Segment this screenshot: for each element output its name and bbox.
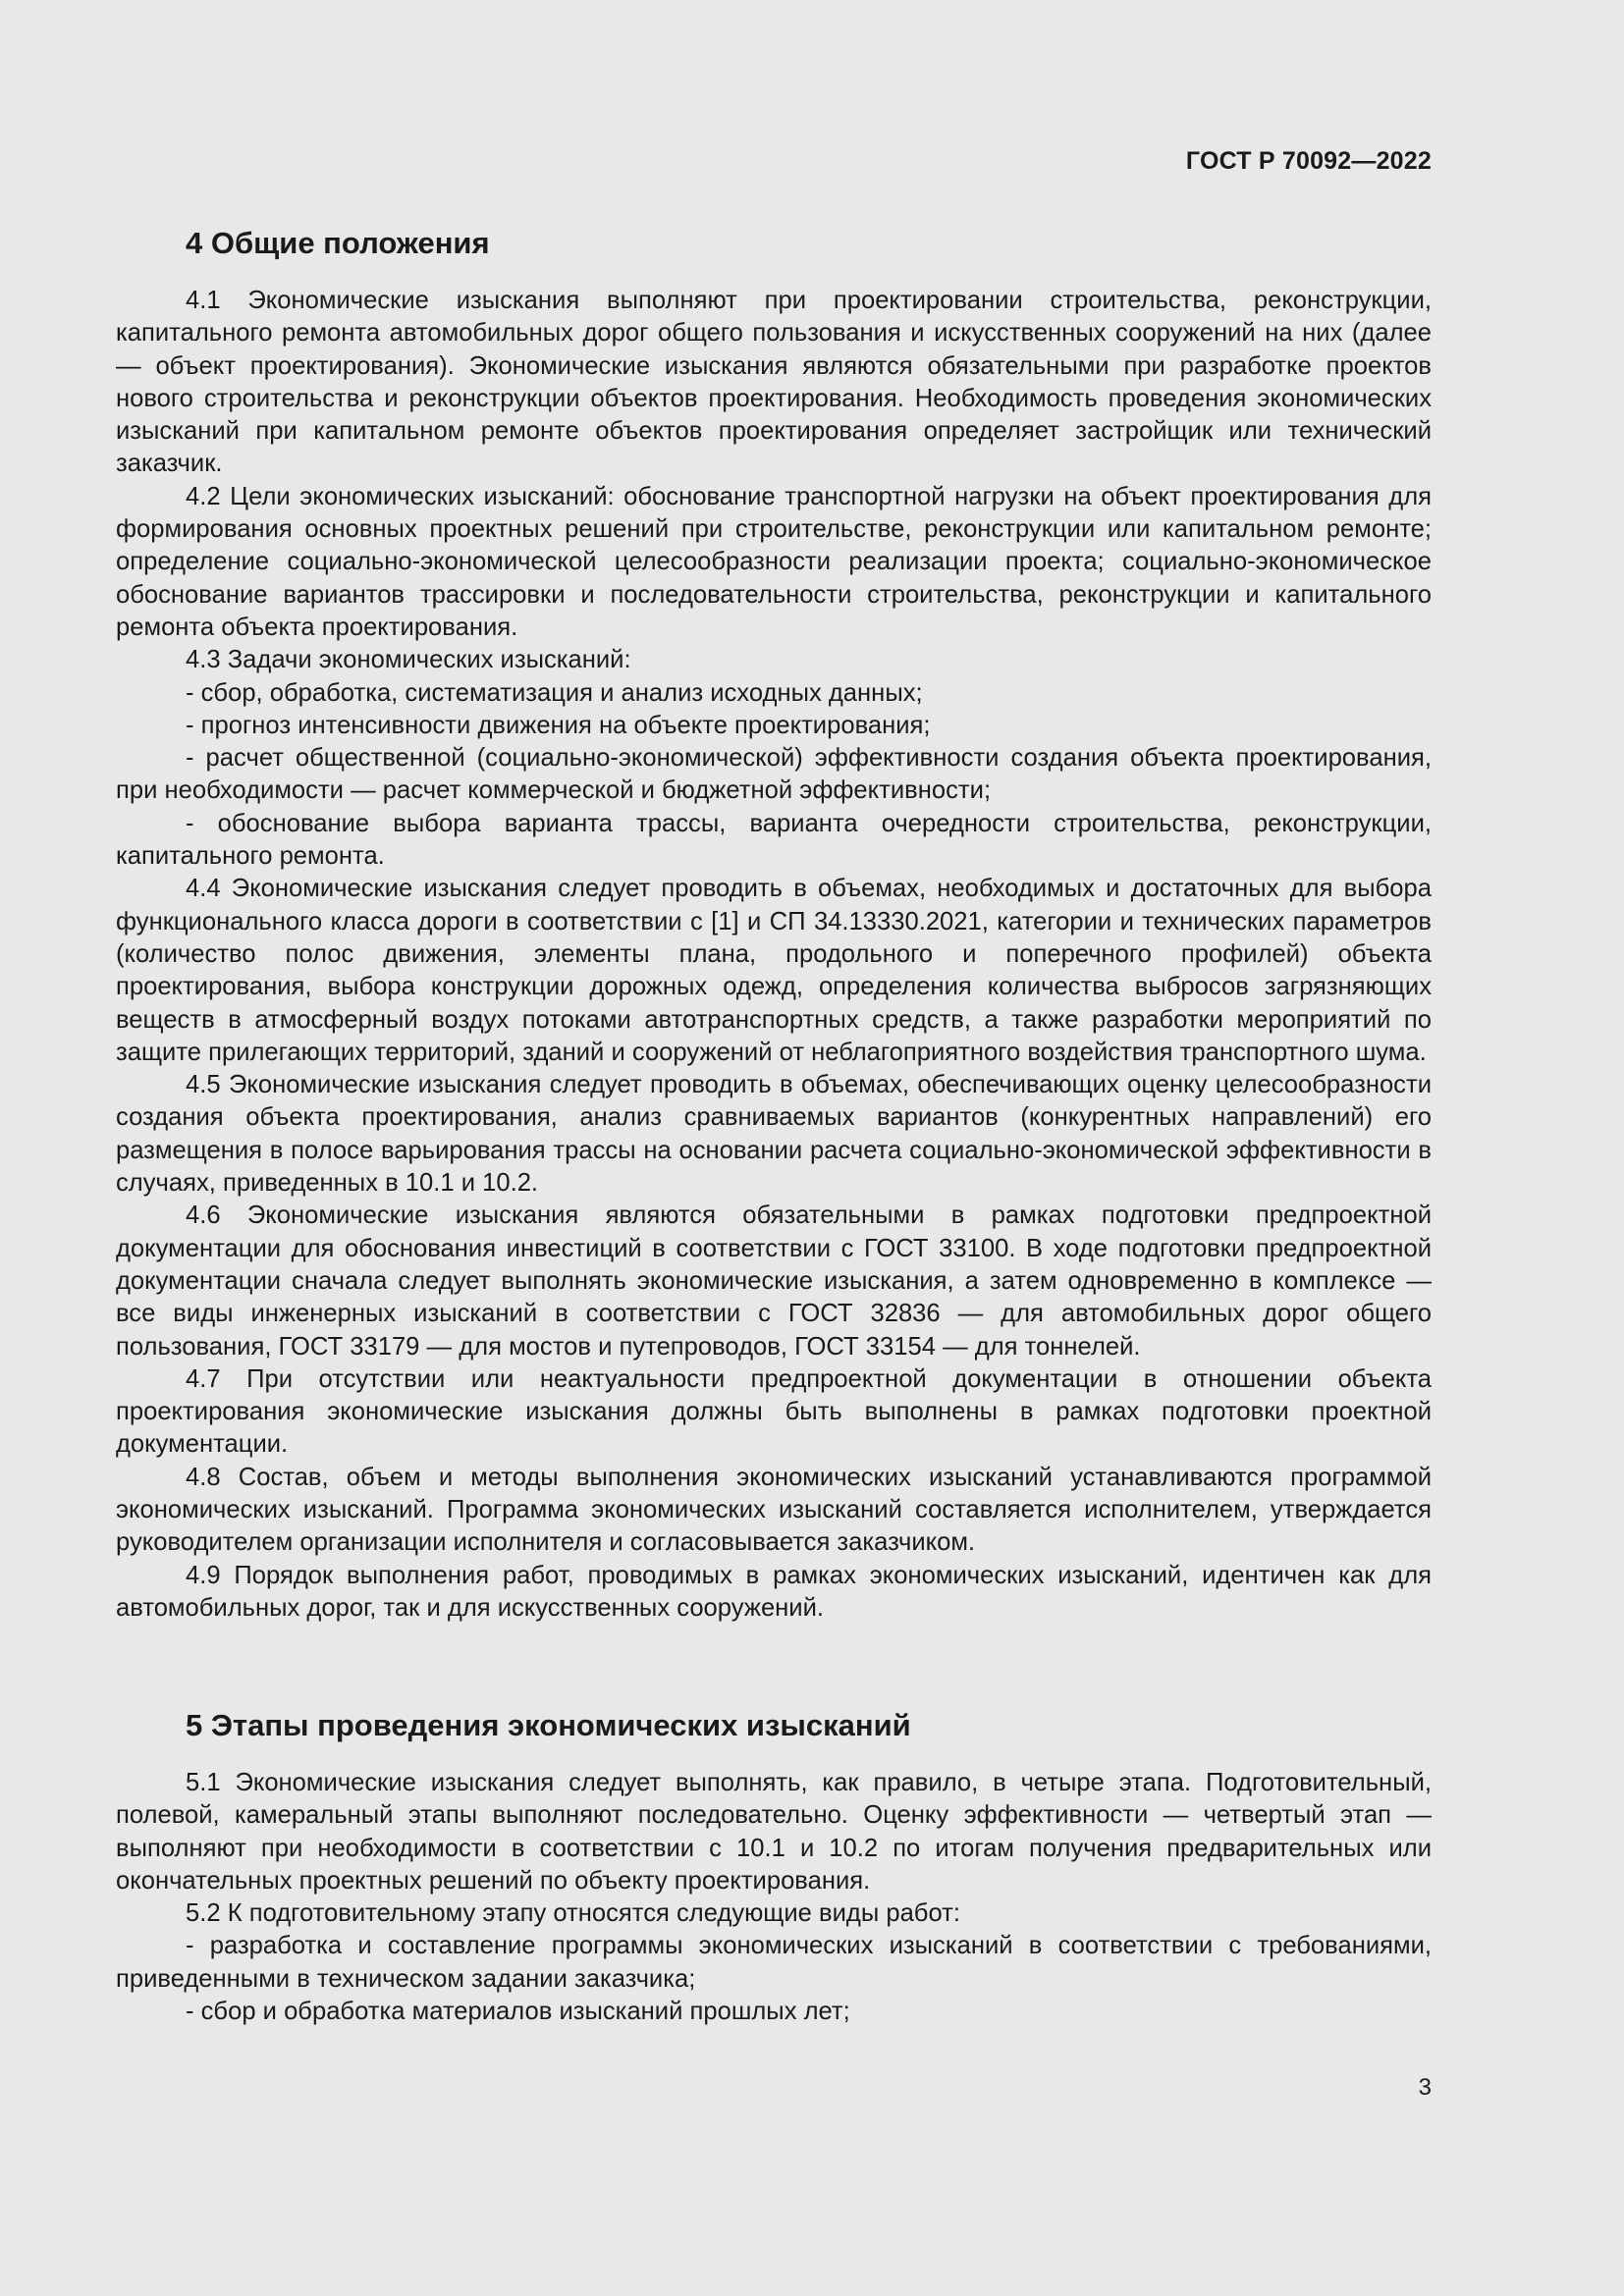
list-item: - сбор, обработка, систематизация и анализ исходных данных; <box>186 678 923 707</box>
section-5-heading: 5 Этапы проведения экономических изысканий <box>186 1708 911 1742</box>
paragraph-5-1: 5.1 Экономические изыскания следует выполнять, как правило, в четыре этапа. Подготовительный, полевой, камеральный этапы выполняют последовательно. Оценку эффективности — четвертый этап — выполняют при необходимости в соответствии с 10.1 и 10.2 по итогам получения предварительных или окончательных проектных решений по объекту проектирования. <box>116 1769 1432 1895</box>
section-4-heading: 4 Общие положения <box>186 226 490 260</box>
section-5-body <box>116 1767 1432 2028</box>
list-item: - обоснование выбора варианта трассы, варианта очередности строительства, реконструкции, капитального ремонта. <box>116 809 1432 871</box>
paragraph-5-2: 5.2 К подготовительному этапу относятся следующие виды работ: <box>186 1899 960 1928</box>
paragraph-4-4: 4.4 Экономические изыскания следует проводить в объемах, необходимых и достаточных для выбора функционального класса дороги в соответствии с [1] и СП 34.13330.2021, категории и технических параметров (количество полос движения, элементы плана, продольного и поперечного профилей) объекта проектирования, выбора конструкции дорожных одежд, определения количества выбросов загрязняющих веществ в атмосферный воздух потоками автотранспортных средств, а также разработки мероприятий по защите прилегающих территорий, зданий и сооружений от неблагоприятного воздействия транспортного шума. <box>116 875 1432 1066</box>
paragraph-4-9: 4.9 Порядок выполнения работ, проводимых в рамках экономических изысканий, идентичен как для автомобильных дорог, так и для искусственных сооружений. <box>116 1561 1432 1622</box>
page-number: 3 <box>1418 2074 1432 2101</box>
paragraph-4-2: 4.2 Цели экономических изысканий: обоснование транспортной нагрузки на объект проектирования для формирования основных проектных решений при строительстве, реконструкции или капитальном ремонте; определение социально-экономической целесообразности реализации проекта; социально-экономическое обоснование вариантов трассировки и последовательности строительства, реконструкции и капитального ремонта объекта проектирования. <box>116 482 1432 641</box>
document-number: ГОСТ Р 70092—2022 <box>1185 147 1432 175</box>
paragraph-4-1: 4.1 Экономические изыскания выполняют при проектировании строительства, реконструкции, капитального ремонта автомобильных дорог общего пользования и искусственных сооружений на них (далее — объект проектирования). Экономические изыскания являются обязательными при разработке проектов нового строительства и реконструкции объектов проектирования. Необходимость проведения экономических изысканий при капитальном ремонте объектов проектирования определяет застройщик или технический заказчик. <box>116 287 1432 478</box>
paragraph-4-8: 4.8 Состав, объем и методы выполнения экономических изысканий устанавливаются программой экономических изысканий. Программа экономических изысканий составляется исполнителем, утверждается руководителем организации исполнителя и согласовывается заказчиком. <box>116 1463 1432 1557</box>
paragraph-4-7: 4.7 При отсутствии или неактуальности предпроектной документации в отношении объекта проектирования экономические изыскания должны быть выполнены в рамках подготовки проектной документации. <box>116 1364 1432 1459</box>
list-item: - прогноз интенсивности движения на объекте проектирования; <box>186 711 931 739</box>
paragraph-4-6: 4.6 Экономические изыскания являются обязательными в рамках подготовки предпроектной документации для обоснования инвестиций в соответствии с ГОСТ 33100. В ходе подготовки предпроектной документации сначала следует выполнять экономические изыскания, а затем одновременно в комплексе — все виды инженерных изысканий в соответствии с ГОСТ 32836 — для автомобильных дорог общего пользования, ГОСТ 33179 — для мостов и путепроводов, ГОСТ 33154 — для тоннелей. <box>116 1201 1432 1361</box>
list-item: - расчет общественной (социально-экономической) эффективности создания объекта проектирования, при необходимости — расчет коммерческой и бюджетной эффективности; <box>116 744 1432 805</box>
section-4-body <box>116 285 1432 1625</box>
paragraph-4-3: 4.3 Задачи экономических изысканий: <box>186 646 631 674</box>
list-item: - сбор и обработка материалов изысканий прошлых лет; <box>186 1998 850 2026</box>
list-item: - разработка и составление программы экономических изысканий в соответствии с требованиями, приведенными в техническом задании заказчика; <box>116 1932 1432 1993</box>
paragraph-4-5: 4.5 Экономические изыскания следует проводить в объемах, обеспечивающих оценку целесообразности создания объекта проектирования, анализ сравниваемых вариантов (конкурентных направлений) его размещения в полосе варьирования трассы на основании расчета социально-экономической эффективности в случаях, приведенных в 10.1 и 10.2. <box>116 1071 1432 1198</box>
